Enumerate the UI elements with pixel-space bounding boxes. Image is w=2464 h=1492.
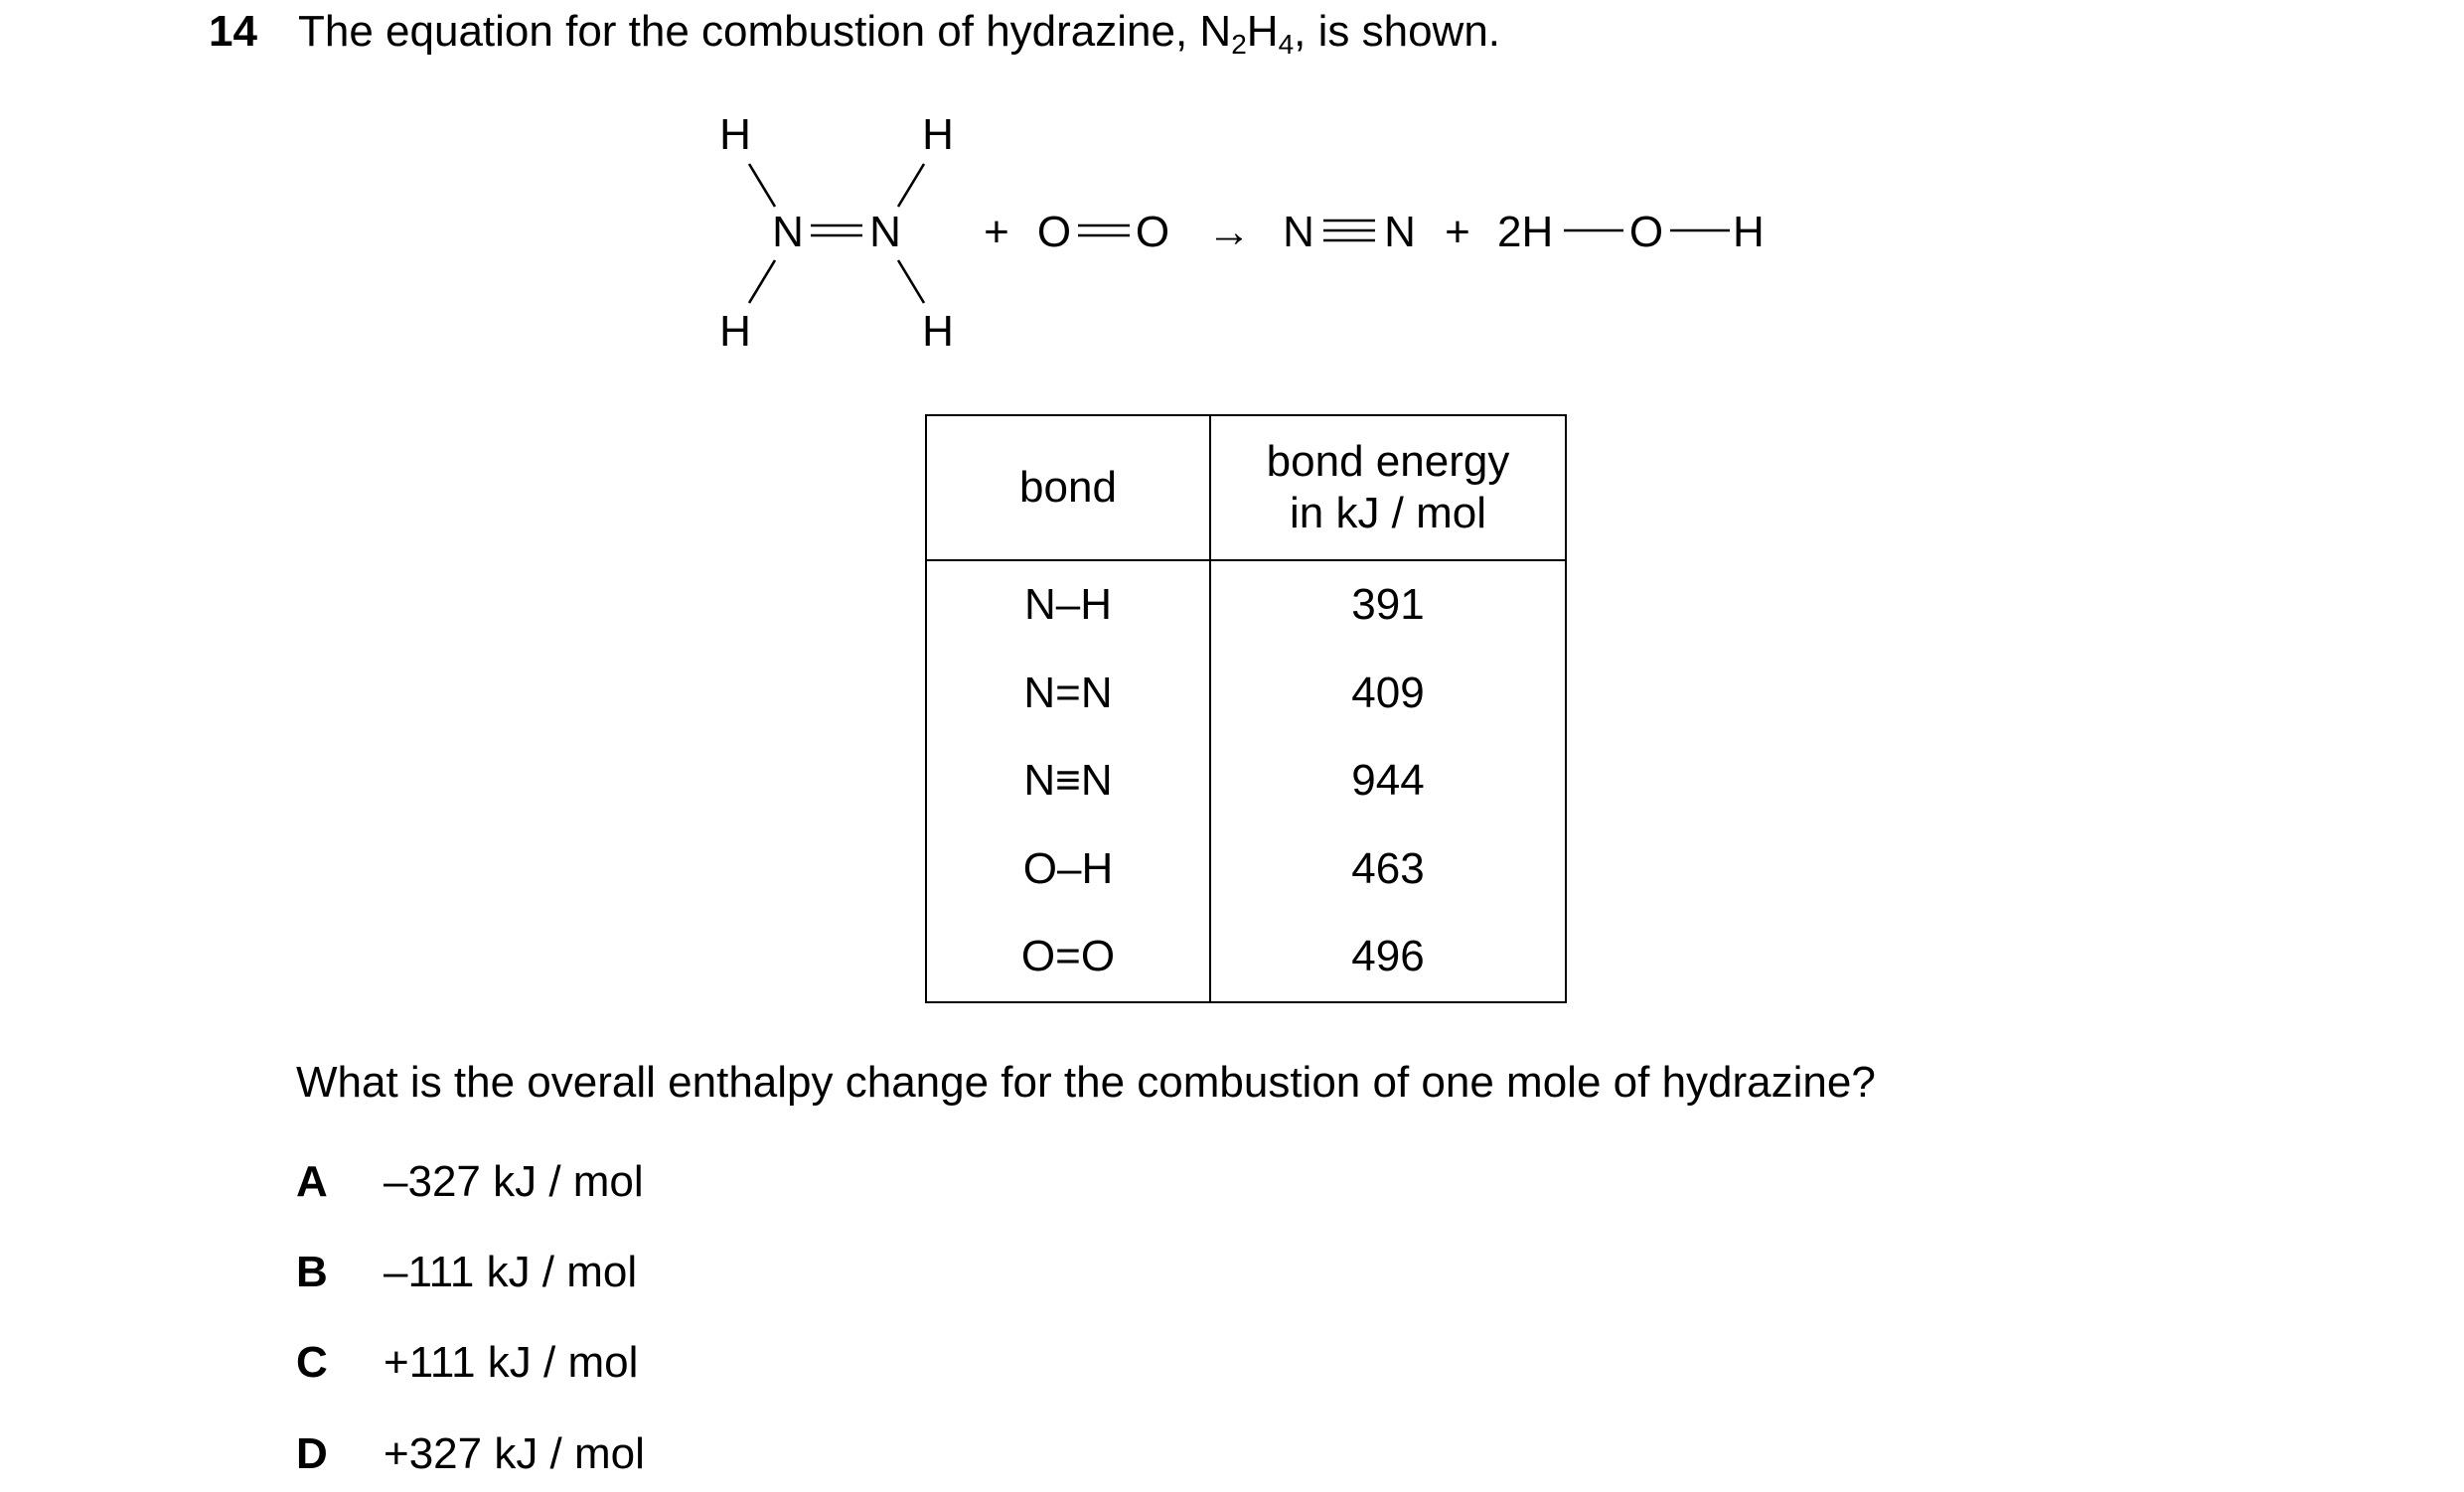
atom-n-right: N — [869, 208, 901, 256]
question-prompt: What is the overall enthalpy change for the combustion of one mole of hydrazine? — [296, 1058, 1876, 1107]
nitrogen-atom-right: N — [1384, 208, 1416, 256]
cell-bond: N≡N — [1023, 756, 1113, 806]
oxygen-atom-left: O — [1036, 208, 1072, 256]
option-letter: C — [296, 1338, 328, 1387]
cell-energy: 463 — [1351, 843, 1425, 893]
cell-energy: 496 — [1351, 932, 1425, 981]
question-text-h: H — [1246, 7, 1279, 56]
subscript-n: 2 — [1231, 29, 1247, 60]
bond-o-o-double — [1078, 225, 1130, 235]
option-b[interactable] — [296, 1245, 637, 1300]
header-energy-line-1: bond energy — [1266, 437, 1510, 486]
option-value: +327 kJ / mol — [384, 1429, 645, 1478]
cell-energy: 409 — [1351, 668, 1425, 717]
bond-energy-table — [925, 414, 1567, 1003]
question-number: 14 — [209, 7, 257, 56]
oxygen-atom-right: O — [1135, 208, 1170, 256]
cell-bond: N–H — [1023, 580, 1113, 630]
option-d[interactable] — [296, 1426, 645, 1482]
atom-h-top-left: H — [719, 110, 751, 159]
water-coefficient-h: 2H — [1497, 208, 1554, 256]
option-value: +111 kJ / mol — [384, 1338, 639, 1387]
bond-h-n-top-right — [898, 164, 924, 207]
option-value: –111 kJ / mol — [384, 1248, 638, 1296]
option-letter: D — [296, 1429, 328, 1478]
bond-h-n-bottom-left — [749, 260, 775, 303]
table-row — [927, 913, 1565, 1001]
table-row — [927, 737, 1565, 825]
cell-bond: N=N — [1023, 668, 1113, 717]
atom-n-left: N — [772, 208, 804, 256]
cell-bond: O=O — [1020, 932, 1116, 981]
table-row — [927, 561, 1565, 650]
option-letter: B — [296, 1248, 328, 1296]
table-row — [927, 650, 1565, 738]
bond-h-n-top-left — [749, 164, 775, 207]
header-bond — [927, 416, 1209, 559]
plus-sign-1: + — [984, 208, 1009, 256]
bond-n-n-triple — [1323, 221, 1375, 240]
table-row — [927, 825, 1565, 914]
combustion-equation — [0, 0, 2464, 397]
question-text-end: , is shown. — [1294, 7, 1501, 56]
atom-h-bottom-left: H — [719, 307, 751, 356]
water-hydrogen: H — [1733, 208, 1765, 256]
option-value: –327 kJ / mol — [384, 1157, 644, 1206]
plus-sign-2: + — [1445, 208, 1470, 256]
water-oxygen: O — [1628, 208, 1664, 256]
reaction-arrow-icon: → — [1207, 208, 1251, 256]
cell-bond: O–H — [1022, 843, 1114, 893]
option-a[interactable] — [296, 1154, 644, 1210]
nitrogen-atom-left: N — [1283, 208, 1314, 256]
atom-h-top-right: H — [922, 110, 954, 159]
bond-h-n-bottom-right — [898, 260, 924, 303]
cell-energy: 944 — [1351, 756, 1425, 806]
atom-h-bottom-right: H — [922, 307, 954, 356]
header-bond-label: bond — [1019, 463, 1117, 512]
subscript-h: 4 — [1278, 29, 1295, 60]
option-letter: A — [296, 1157, 328, 1206]
cell-energy: 391 — [1351, 580, 1425, 630]
option-c[interactable] — [296, 1335, 638, 1391]
header-energy-line-2: in kJ / mol — [1289, 489, 1487, 537]
header-bond-energy — [1211, 416, 1565, 559]
table-body — [927, 561, 1565, 1001]
question-text-start: The equation for the combustion of hydrazine, N — [298, 7, 1232, 56]
